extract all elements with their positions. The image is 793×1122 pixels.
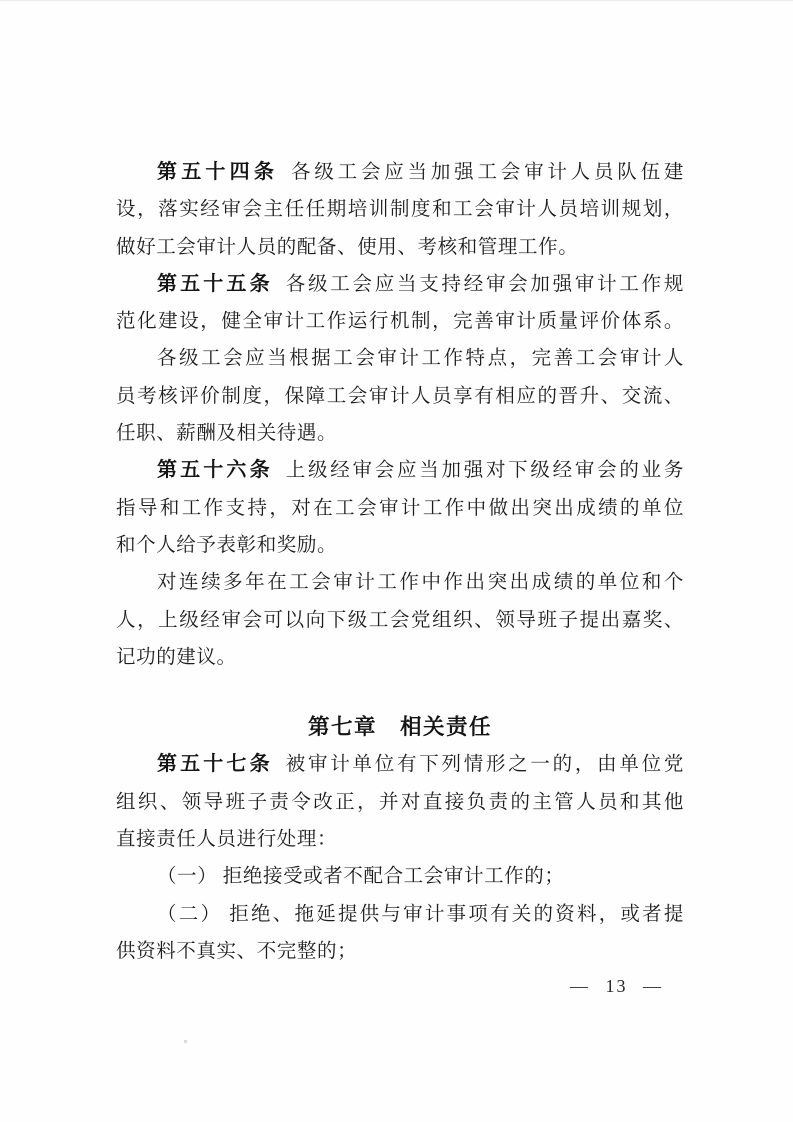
list-item [116, 896, 684, 933]
document-body [116, 154, 684, 970]
list-item [116, 858, 684, 895]
line-text: 指导和工作支持，对在工会审计工作中做出突出成绩的单位 [116, 497, 684, 519]
line-text: 上级经审会应当加强对下级经审会的业务 [285, 460, 684, 482]
text-line [116, 639, 684, 676]
text-line [116, 191, 684, 228]
line-text: 对连续多年在工会审计工作中作出突出成绩的单位和个 [157, 572, 684, 594]
line-text: 人，上级经审会可以向下级工会党组织、领导班子提出嘉奖、 [116, 609, 684, 631]
article-number: 第五十七条 [157, 753, 273, 776]
text-line [116, 378, 684, 415]
page-number: — 13 — [570, 976, 663, 996]
article-number: 第五十五条 [157, 272, 273, 295]
line-text: 和个人给予表彰和奖励。 [116, 534, 338, 556]
text-line [116, 602, 684, 639]
text-line [116, 933, 684, 970]
text-line [116, 340, 684, 377]
line-text: 直接责任人员进行处理： [116, 829, 338, 851]
line-text: 记功的建议。 [116, 646, 237, 668]
line-text: 供资料不真实、不完整的； [116, 940, 358, 962]
scan-artifact [184, 1040, 187, 1043]
article-number: 第五十四条 [157, 161, 279, 183]
text-line [116, 564, 684, 601]
line-text: 各级工会应当加强工会审计人员队伍建 [291, 162, 684, 183]
text-line [116, 821, 684, 858]
text-line [116, 784, 684, 821]
article-number: 第五十六条 [157, 459, 273, 482]
text-line [116, 490, 684, 527]
text-line [116, 154, 684, 191]
line-text: 组织、领导班子责令改正，并对直接负责的主管人员和其他 [116, 791, 684, 813]
line-text: 员考核评价制度，保障工会审计人员享有相应的晋升、交流、 [116, 385, 684, 407]
line-text: 设，落实经审会主任任期培训制度和工会审计人员培训规划， [116, 199, 684, 221]
line-text: （二） 拒绝、拖延提供与审计事项有关的资料，或者提 [157, 903, 684, 925]
text-line [116, 266, 684, 303]
line-text: 做好工会审计人员的配备、使用、考核和管理工作。 [116, 236, 579, 258]
text-line [116, 229, 684, 266]
line-text: 任职、薪酬及相关待遇。 [116, 423, 338, 445]
text-line [116, 746, 684, 783]
line-text: 被审计单位有下列情形之一的，由单位党 [285, 754, 684, 776]
line-text: 范化建设，健全审计工作运行机制，完善审计质量评价体系。 [116, 311, 684, 333]
line-text: 各级工会应当根据工会审计工作特点，完善工会审计人 [157, 348, 684, 370]
text-line [116, 527, 684, 564]
chapter-heading: 第七章 相关责任 [307, 715, 492, 740]
line-text: （一） 拒绝接受或者不配合工会审计工作的； [157, 866, 565, 888]
line-text: 各级工会应当支持经审会加强审计工作规 [285, 273, 684, 295]
text-line [116, 303, 684, 340]
text-line [116, 452, 684, 489]
text-line [116, 415, 684, 452]
